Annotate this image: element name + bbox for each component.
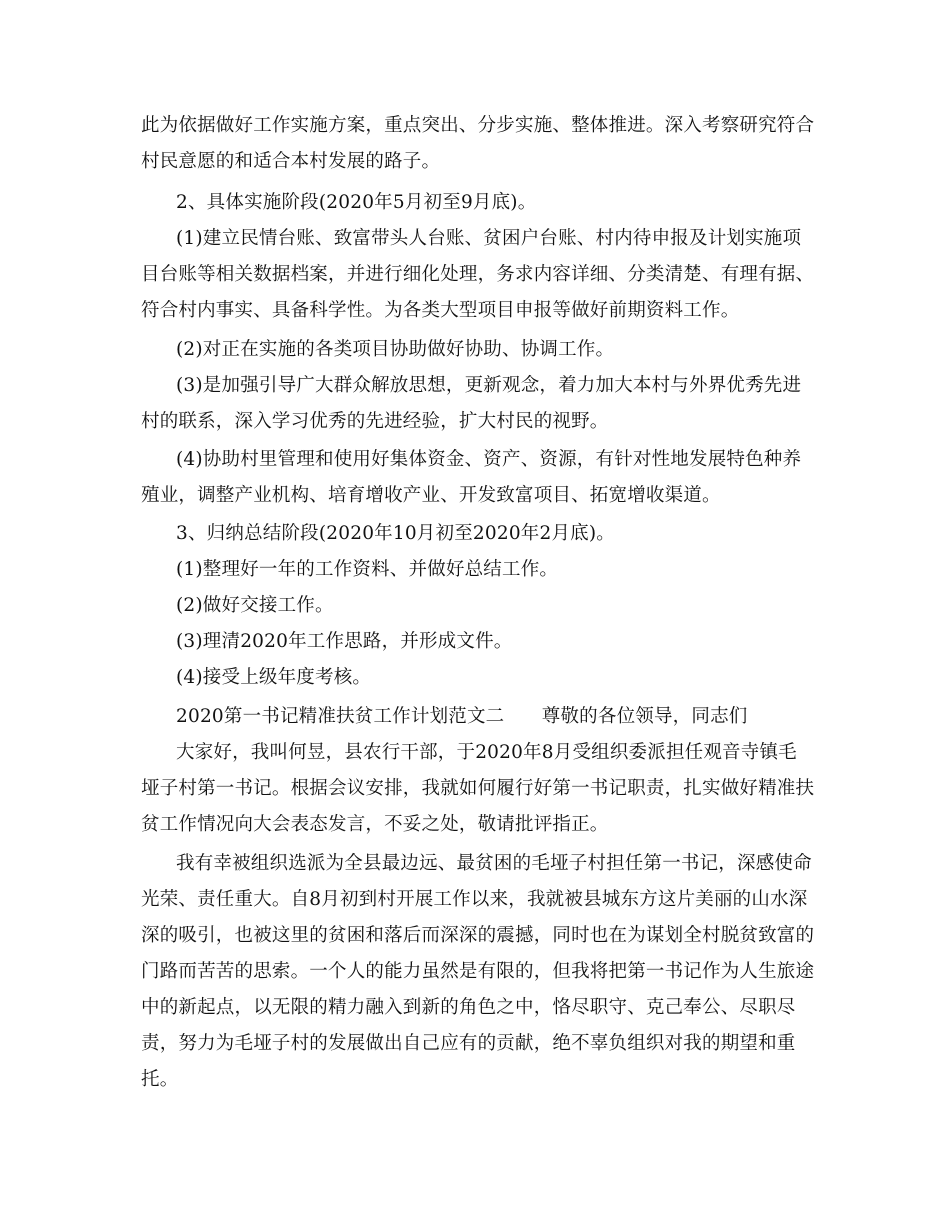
text-line: 中的新起点，以无限的精力融入到新的角色之中，恪尽职守、克己奉公、尽职尽 xyxy=(141,997,796,1018)
text-line: (1)建立民情台账、致富带头人台账、贫困户台账、村内待申报及计划实施项 xyxy=(176,228,802,249)
text-line: (2)对正在实施的各类项目协助做好协助、协调工作。 xyxy=(176,339,615,360)
text-line: 符合村内事实、具备科学性。为各类大型项目申报等做好前期资料工作。 xyxy=(141,300,740,321)
text-line: 大家好，我叫何昱，县农行干部，于2020年8月受组织委派担任观音寺镇毛 xyxy=(176,742,797,763)
text-line: 光荣、责任重大。自8月初到村开展工作以来，我就被县城东方这片美丽的山水深 xyxy=(141,889,808,910)
text-line: 垭子村第一书记。根据会议安排，我就如何履行好第一书记职责，扎实做好精准扶 xyxy=(141,778,815,799)
text-line: (1)整理好一年的工作资料、并做好总结工作。 xyxy=(176,559,559,580)
text-line: 村的联系，深入学习优秀的先进经验，扩大村民的视野。 xyxy=(141,411,609,432)
text-line: 门路而苦苦的思索。一个人的能力虽然是有限的，但我将把第一书记作为人生旅途 xyxy=(141,961,815,982)
text-line: 此为依据做好工作实施方案，重点突出、分步实施、整体推进。深入考察研究符合 xyxy=(141,115,815,136)
text-line: (4)协助村里管理和使用好集体资金、资产、资源，有针对性地发展特色种养 xyxy=(176,449,802,470)
text-line: 托。 xyxy=(141,1069,179,1090)
text-line: 我有幸被组织选派为全县最边远、最贫困的毛垭子村担任第一书记，深感使命 xyxy=(176,853,812,874)
text-line: 村民意愿的和适合本村发展的路子。 xyxy=(141,151,441,172)
text-line: (3)是加强引导广大群众解放思想，更新观念，着力加大本村与外界优秀先进 xyxy=(176,375,802,396)
text-line: (2)做好交接工作。 xyxy=(176,595,334,616)
text-line: 目台账等相关数据档案，并进行细化处理，务求内容详细、分类清楚、有理有据、 xyxy=(141,264,815,285)
text-line: 贫工作情况向大会表态发言，不妥之处，敬请批评指正。 xyxy=(141,814,609,835)
text-line: 2、具体实施阶段(2020年5月初至9月底)。 xyxy=(176,192,537,213)
text-line: 殖业，调整产业机构、培育增收产业、开发致富项目、拓宽增收渠道。 xyxy=(141,485,721,506)
section-heading: 2020第一书记精准扶贫工作计划范文二 尊敬的各位领导，同志们 xyxy=(176,706,748,727)
text-line: 责，努力为毛垭子村的发展做出自己应有的贡献，绝不辜负组织对我的期望和重 xyxy=(141,1033,796,1054)
text-line: 3、归纳总结阶段(2020年10月初至2020年2月底)。 xyxy=(176,523,615,544)
text-line: 深的吸引，也被这里的贫困和落后而深深的震撼，同时也在为谋划全村脱贫致富的 xyxy=(141,925,815,946)
text-line: (4)接受上级年度考核。 xyxy=(176,667,372,688)
text-line: (3)理清2020年工作思路，并形成文件。 xyxy=(176,631,513,652)
